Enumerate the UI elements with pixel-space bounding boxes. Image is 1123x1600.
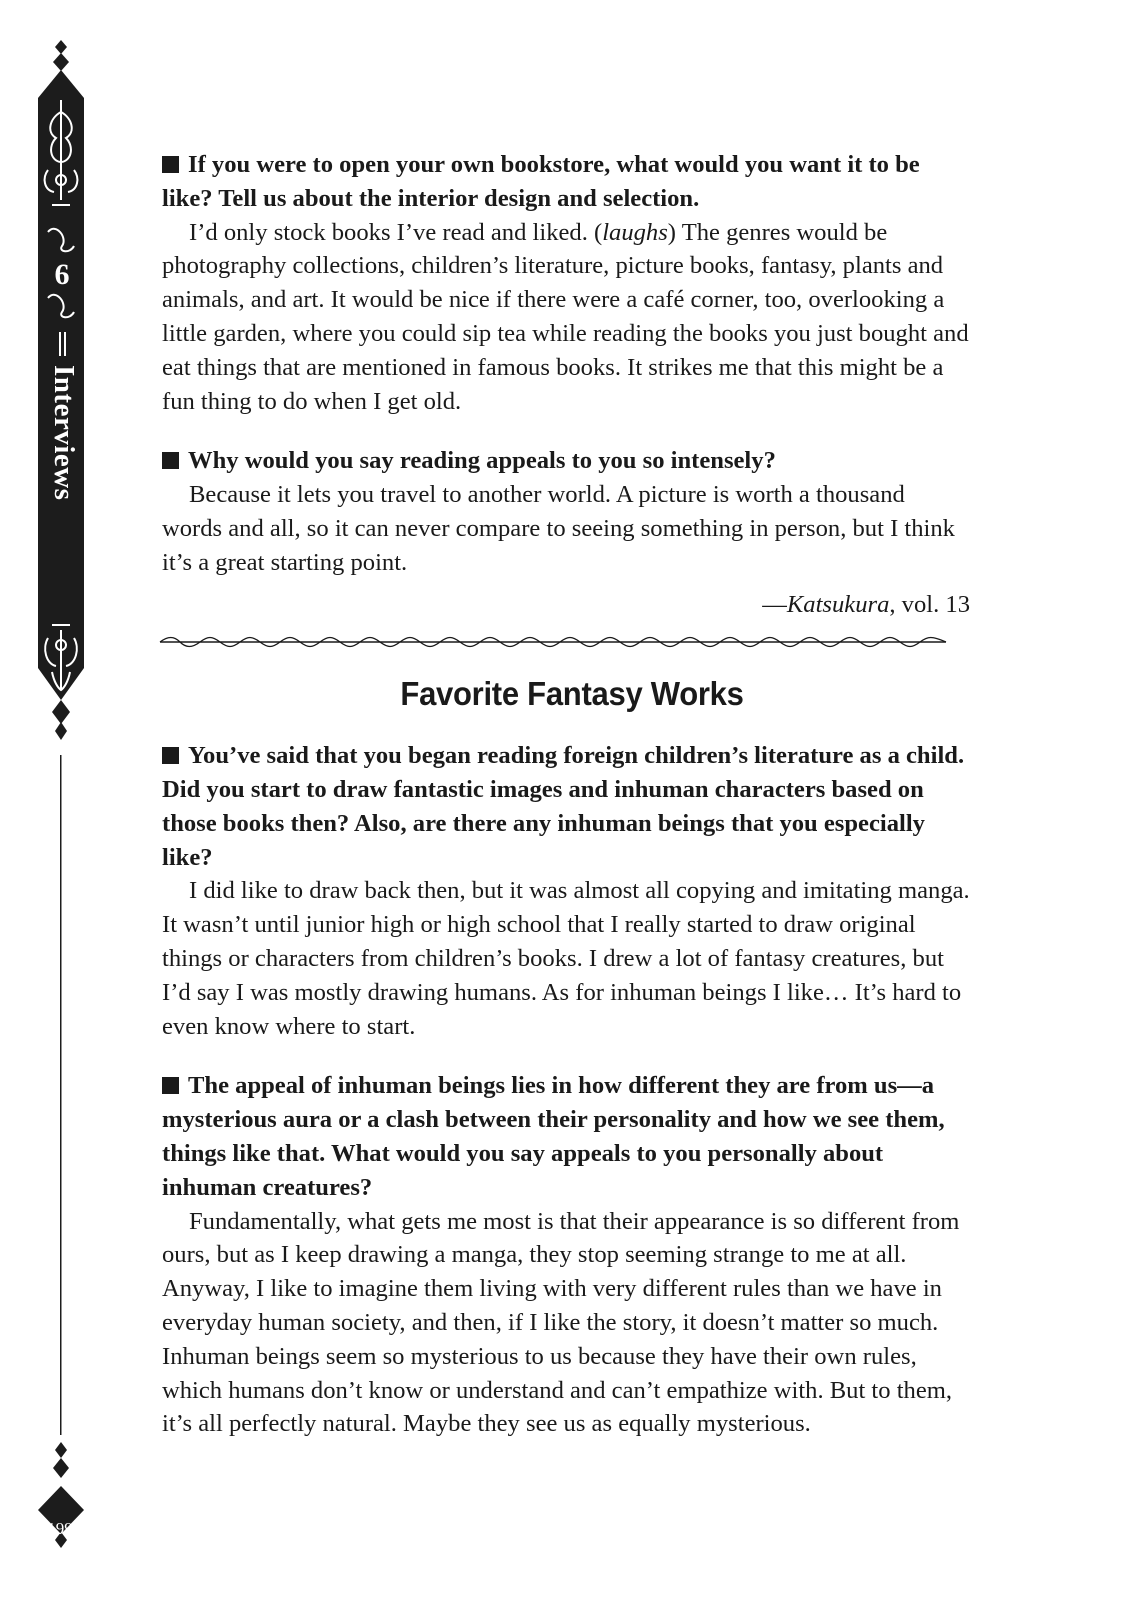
diamond-icon <box>53 53 69 71</box>
answer <box>162 1205 970 1442</box>
citation-dash: — <box>762 590 787 618</box>
square-bullet-icon <box>162 452 179 469</box>
question-text: The appeal of inhuman beings lies in how different they are from us—a mysterious aura or a clash between their personality and how we see them, things like that. What would you say appeals to you personally about inhuman creatures? <box>162 1072 945 1201</box>
answer <box>162 478 970 579</box>
question <box>162 148 970 216</box>
qa-block <box>162 1069 970 1441</box>
answer-text: Fundamentally, what gets me most is that their appearance is so different from ours, but as I keep drawing a manga, they stop seeming strange to me at all. Anyway, I like to imagine them living with very different rules than we have in everyday human society, and then, if I like the story, it doesn’t matter so much. Inhuman beings seem so mysterious to us because they have their own rules, which humans don’t know or understand and can’t empathize with. But to them, it’s all perfectly natural. Maybe they see us as equally mysterious. <box>162 1207 960 1438</box>
square-bullet-icon <box>162 1077 179 1094</box>
citation-name: Katsukura <box>786 590 890 618</box>
answer-text: I’d only stock books I’ve read and liked. ( <box>189 218 603 246</box>
section-title: Interviews <box>48 365 80 501</box>
interview-content <box>162 148 970 1441</box>
qa-block <box>162 739 970 1043</box>
answer <box>162 874 970 1043</box>
answer-italic-text: laughs <box>602 218 668 246</box>
question-text: You’ve said that you began reading foreign children’s literature as a child. Did you start to draw fantastic images and inhuman characters based on those books then? Also, are there any inhuman beings that you especially like? <box>162 742 965 871</box>
answer <box>162 216 970 419</box>
page-number: 199 <box>47 1519 73 1538</box>
sidebar-line <box>60 755 62 1435</box>
answer-text: Because it lets you travel to another world. A picture is worth a thousand words and all, so it can never compare to seeing something in person, but I think it’s a great starting point. <box>162 481 955 576</box>
answer-text: I did like to draw back then, but it was almost all copying and imitating manga. It wasn’t until junior high or high school that I really started to draw original things or characters from children’s books. I drew a lot of fantasy creatures, but I’d say I was mostly drawing humans. As for inhuman beings I like… It’s hard to even know where to start. <box>162 877 970 1040</box>
chapter-sidebar <box>0 0 120 1600</box>
square-bullet-icon <box>162 747 179 764</box>
qa-block <box>162 444 970 579</box>
qa-block <box>162 148 970 418</box>
question-text: If you were to open your own bookstore, what would you want it to be like? Tell us about the interior design and selection. <box>162 151 920 212</box>
citation-volume: , vol. 13 <box>889 590 970 618</box>
ornamental-divider <box>158 635 948 649</box>
diamond-icon <box>53 1458 69 1478</box>
question <box>162 739 970 874</box>
diamond-icon <box>52 700 70 724</box>
separator-bar <box>59 332 61 356</box>
question <box>162 444 970 478</box>
square-bullet-icon <box>162 156 179 173</box>
diamond-icon <box>55 722 67 740</box>
question <box>162 1069 970 1204</box>
question-text: Why would you say reading appeals to you so intensely? <box>188 447 776 475</box>
chapter-number: 6 <box>54 258 70 291</box>
diamond-icon <box>55 1442 67 1458</box>
answer-text: ) The genres would be photography collections, children’s literature, picture books, fantasy, plants and animals, and art. It would be nice if there were a café corner, too, overlooking a little garden, where you could sip tea while reading the books you just bought and eat things that are mentioned in famous books. It strikes me that this might be a fun thing to do when I get old. <box>162 218 969 415</box>
separator-bar <box>64 332 66 356</box>
section-heading: Favorite Fantasy Works <box>400 675 744 713</box>
diamond-icon <box>55 40 67 54</box>
sidebar-ornament <box>0 0 120 1600</box>
citation <box>162 588 970 622</box>
